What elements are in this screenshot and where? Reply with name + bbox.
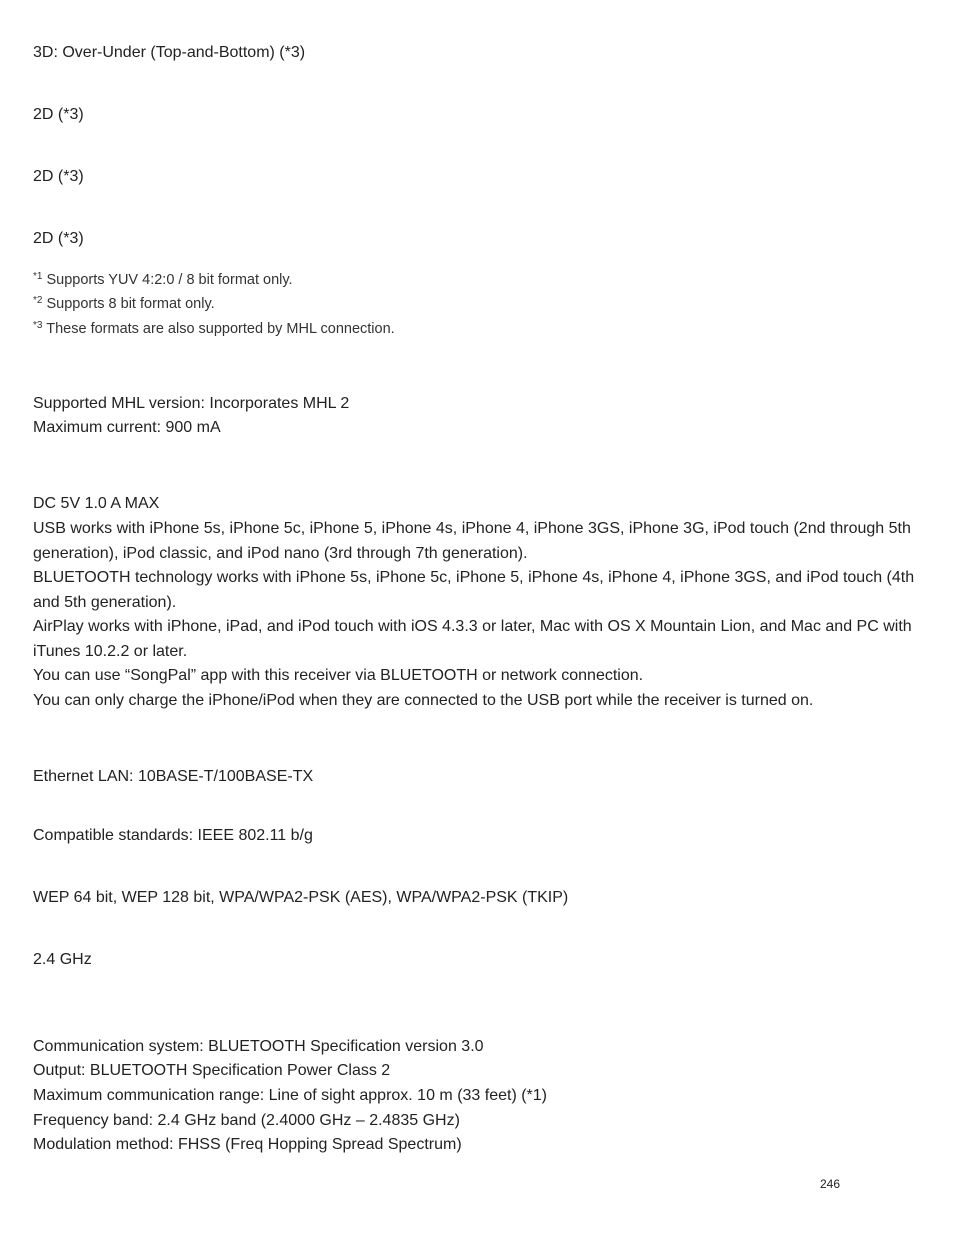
charge-note: You can only charge the iPhone/iPod when they are connected to the USB port while the receiver is turned on. (33, 692, 814, 709)
footnote-text: Supports YUV 4:2:0 / 8 bit format only. (46, 272, 293, 288)
wireless-standards: Compatible standards: IEEE 802.11 b/g (33, 827, 313, 844)
wireless-frequency: 2.4 GHz (33, 951, 92, 968)
songpal-note: You can use “SongPal” app with this receiver via BLUETOOTH or network connection. (33, 667, 644, 684)
bt-modulation: Modulation method: FHSS (Freq Hopping Spread Spectrum) (33, 1136, 462, 1153)
wireless-security: WEP 64 bit, WEP 128 bit, WPA/WPA2-PSK (AES), WPA/WPA2-PSK (TKIP) (33, 889, 569, 906)
footnote-marker: *3 (33, 320, 43, 331)
bt-range: Maximum communication range: Line of sight approx. 10 m (33 feet) (*1) (33, 1087, 548, 1104)
footnote-3 (33, 320, 395, 338)
footnote-marker: *1 (33, 271, 43, 282)
footnote-text: These formats are also supported by MHL connection. (46, 321, 395, 337)
footnote-marker: *2 (33, 295, 43, 306)
bt-frequency-band: Frequency band: 2.4 GHz band (2.4000 GHz – 2.4835 GHz) (33, 1112, 460, 1129)
footnote-text: Supports 8 bit format only. (46, 296, 215, 312)
mhl-current: Maximum current: 900 mA (33, 419, 221, 436)
bt-output: Output: BLUETOOTH Specification Power Class 2 (33, 1062, 391, 1079)
format-2d: 2D (*3) (33, 168, 84, 185)
bt-communication-system: Communication system: BLUETOOTH Specification version 3.0 (33, 1038, 484, 1055)
mhl-version: Supported MHL version: Incorporates MHL 2 (33, 395, 350, 412)
format-2d: 2D (*3) (33, 230, 84, 247)
footnote-2 (33, 295, 215, 313)
page-number: 246 (820, 1177, 841, 1191)
format-2d: 2D (*3) (33, 106, 84, 123)
footnote-1 (33, 271, 293, 289)
ethernet-spec: Ethernet LAN: 10BASE-T/100BASE-TX (33, 768, 314, 785)
bluetooth-compatibility: BLUETOOTH technology works with iPhone 5s, iPhone 5c, iPhone 5, iPhone 4s, iPhone 4, iPhone 3GS, and iPod touch (4th and 5th generation). (33, 569, 915, 611)
airplay-compatibility: AirPlay works with iPhone, iPad, and iPod touch with iOS 4.3.3 or later, Mac with OS X Mountain Lion, and Mac and PC with iTunes 10.2.2 or later. (33, 618, 912, 660)
usb-compatibility: USB works with iPhone 5s, iPhone 5c, iPhone 5, iPhone 4s, iPhone 4, iPhone 3GS, iPhone 3G, iPod touch (2nd through 5th generation), iPod classic, and iPod nano (3rd through 7th generation). (33, 520, 911, 562)
format-3d-over-under: 3D: Over-Under (Top-and-Bottom) (*3) (33, 44, 306, 61)
usb-power: DC 5V 1.0 A MAX (33, 495, 160, 512)
